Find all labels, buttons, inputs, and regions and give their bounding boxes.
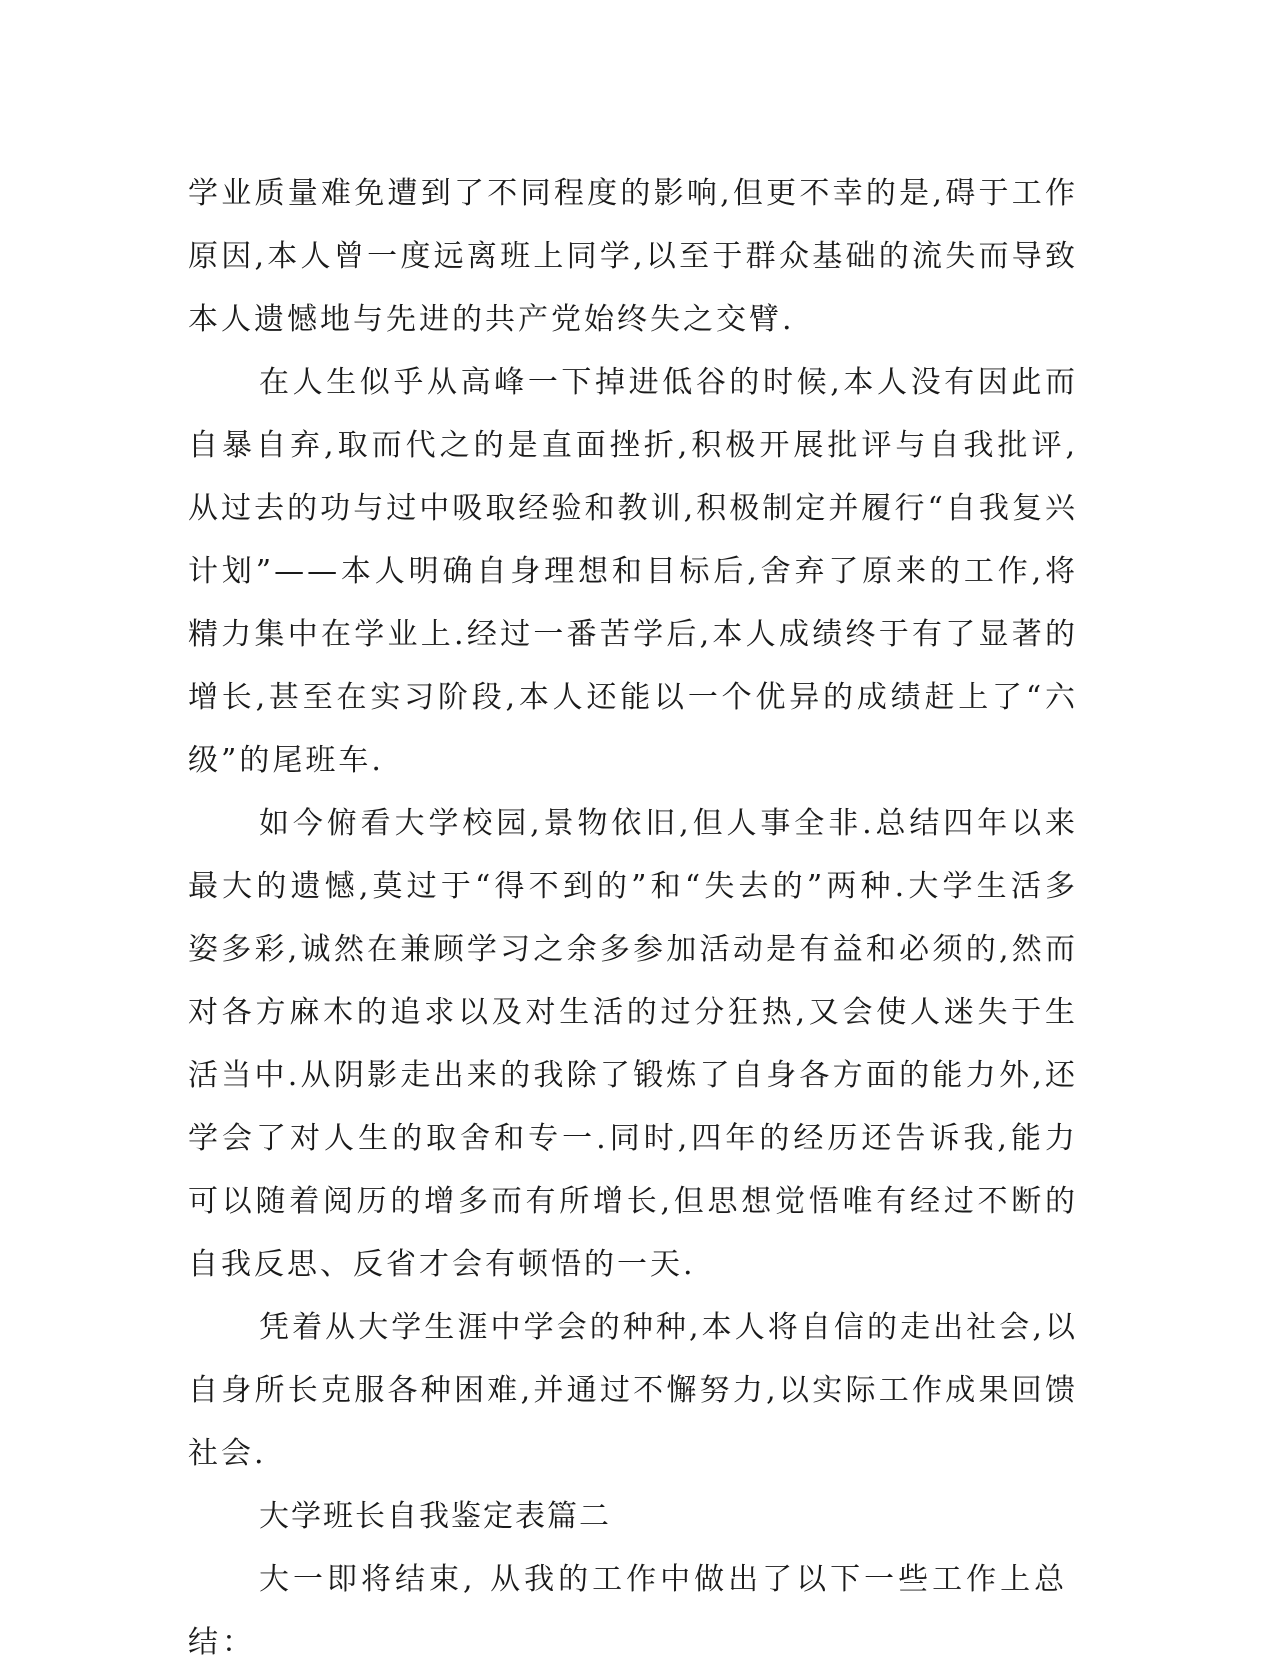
paragraph-reflection: 如今俯看大学校园,景物依旧,但人事全非.总结四年以来最大的遗憾,莫过于“得不到的”和“失去的”两种.大学生活多姿多彩,诚然在兼顾学习之余多参加活动是有益和必须的,然而对各方麻木的追求以及对生活的过分狂热,又会使人迷失于生活当中.从阴影走出来的我除了锻炼了自身各方面的能力外,还学会了对人生的取舍和专一.同时,四年的经历还告诉我,能力可以随着阅历的增多而有所增长,但思想觉悟唯有经过不断的自我反思、反省才会有顿悟的一天. <box>188 806 1078 1282</box>
paragraph-continuation: 学业质量难免遭到了不同程度的影响,但更不幸的是,碍于工作原因,本人曾一度远离班上同学,以至于群众基础的流失而导致本人遗憾地与先进的共产党始终失之交臂. <box>188 176 1078 337</box>
section-intro: 大一即将结束, 从我的工作中做出了以下一些工作上总结： <box>188 1562 1069 1660</box>
section-heading: 大学班长自我鉴定表篇二 <box>259 1499 611 1534</box>
document-body <box>188 162 1078 1674</box>
paragraph-setback: 在人生似乎从高峰一下掉进低谷的时候,本人没有因此而自暴自弃,取而代之的是直面挫折,积极开展批评与自我批评,从过去的功与过中吸取经验和教训,积极制定并履行“自我复兴计划”——本人明确自身理想和目标后,舍弃了原来的工作,将精力集中在学业上.经过一番苦学后,本人成绩终于有了显著的增长,甚至在实习阶段,本人还能以一个优异的成绩赶上了“六级”的尾班车. <box>188 365 1078 778</box>
paragraph-conclusion: 凭着从大学生涯中学会的种种,本人将自信的走出社会,以自身所长克服各种困难,并通过不懈努力,以实际工作成果回馈社会. <box>188 1310 1078 1471</box>
